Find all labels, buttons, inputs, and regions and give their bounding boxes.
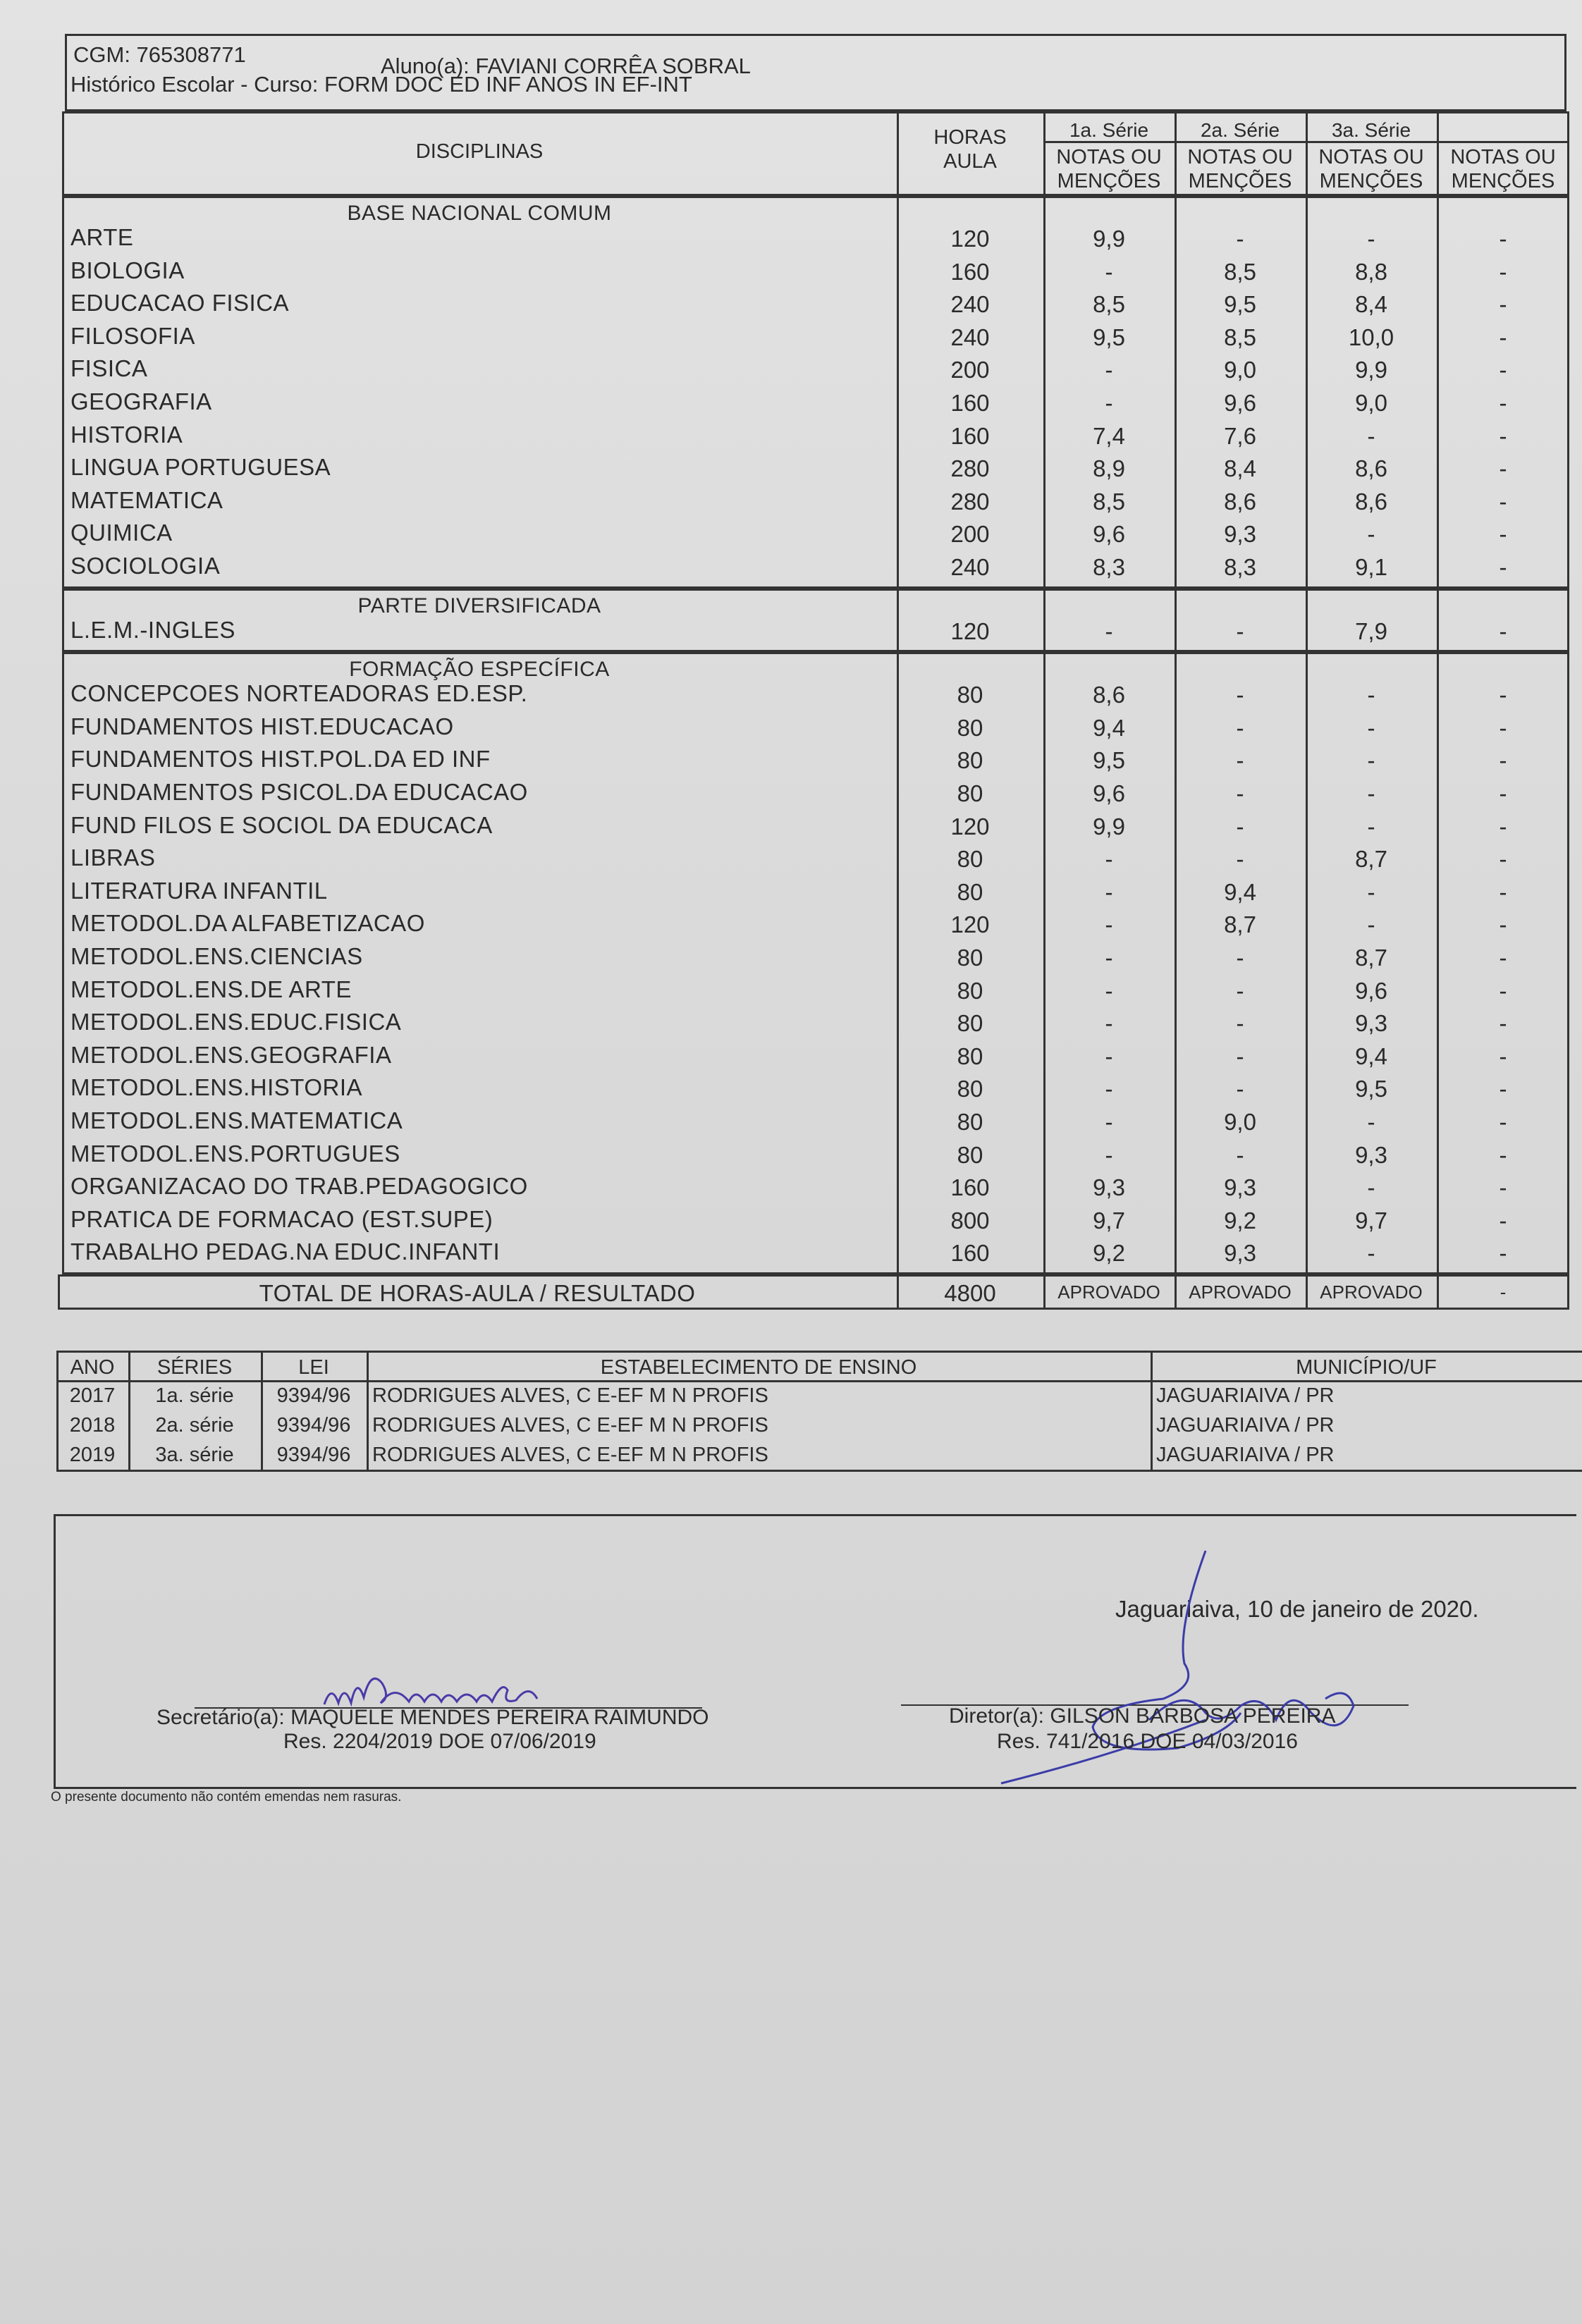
grade-cell: - [1236,682,1244,708]
section-col-divider [1437,589,1439,653]
hours-cell: 80 [957,1076,983,1102]
hours-cell: 240 [950,291,990,318]
grade-cell: - [1236,945,1244,971]
notas-header-line1: NOTAS OU [1450,146,1556,168]
hours-cell: 80 [957,780,983,806]
grade-cell: 9,5 [1093,747,1125,774]
section-col-divider [1043,652,1046,1274]
grade-cell: - [1236,714,1244,741]
total-hours: 4800 [944,1280,996,1306]
subject-name: METODOL.ENS.CIENCIAS [70,943,363,969]
hours-cell: 160 [950,422,990,449]
grade-cell: - [1236,1076,1244,1102]
section-title-formacao: FORMAÇÃO ESPECÍFICA [349,658,610,682]
student-name: Aluno(a): FAVIANI CORRÊA SOBRAL [381,54,751,78]
notas-header-line2: MENÇÕES [1451,170,1555,192]
section-col-divider [1306,196,1308,589]
section-box-parte [62,589,1569,653]
grade-cell: - [1499,1076,1507,1102]
hours-cell: 160 [950,390,990,416]
school-year: 2018 [69,1414,116,1437]
grade-cell: - [1499,1207,1507,1234]
col-horas-header-line1: HORAS [933,126,1007,149]
series-header: 2a. Série [1200,119,1280,141]
grade-cell: 8,3 [1224,554,1256,580]
grade-cell: - [1236,1010,1244,1037]
subject-name: QUIMICA [70,519,173,546]
subject-name: FUNDAMENTOS PSICOL.DA EDUCACAO [70,779,528,805]
section-col-divider [1306,589,1308,653]
grade-cell: 8,4 [1355,291,1387,318]
grade-cell: - [1367,780,1375,806]
section-col-divider [1437,196,1439,589]
subject-name: FUND FILOS E SOCIOL DA EDUCACA [70,811,493,838]
grade-cell: - [1499,357,1507,383]
header-col-divider [1437,111,1439,196]
subject-name: ORGANIZACAO DO TRAB.PEDAGOGICO [70,1173,528,1200]
subject-name: METODOL.ENS.GEOGRAFIA [70,1041,392,1068]
notas-header-line2: MENÇÕES [1188,170,1292,192]
section-col-divider [897,196,899,589]
subject-name: HISTORIA [70,421,183,448]
grade-cell: - [1367,878,1375,905]
grade-cell: 8,7 [1355,945,1387,971]
school-name: RODRIGUES ALVES, C E-EF M N PROFIS [372,1384,768,1407]
grade-cell: - [1499,1240,1507,1267]
grade-cell: - [1499,258,1507,285]
school-header-divider [56,1380,1582,1382]
subject-name: METODOL.ENS.EDUC.FISICA [70,1009,402,1035]
grade-cell: - [1105,1010,1113,1037]
grade-cell: - [1367,422,1375,449]
grade-cell: - [1105,1141,1113,1168]
subject-name: FISICA [70,355,148,382]
grade-cell: - [1105,258,1113,285]
subject-name: METODOL.ENS.MATEMATICA [70,1107,403,1133]
grade-cell: - [1105,911,1113,938]
grade-cell: 8,7 [1224,911,1256,938]
grade-cell: - [1499,554,1507,580]
grade-cell: - [1499,945,1507,971]
subject-name: LINGUA PORTUGUESA [70,454,331,481]
grade-cell: 9,6 [1355,977,1387,1004]
hours-cell: 80 [957,1109,983,1135]
grade-cell: - [1499,1141,1507,1168]
school-header-municipio: MUNICÍPIO/UF [1296,1356,1437,1379]
school-law: 9394/96 [276,1384,351,1407]
hours-cell: 120 [950,617,990,644]
school-city: JAGUARIAIVA / PR [1156,1444,1335,1466]
section-col-divider [1175,589,1177,653]
series-header: 3a. Série [1331,119,1411,141]
grade-cell: 8,6 [1355,488,1387,515]
grade-cell: - [1499,780,1507,806]
grade-cell: 8,5 [1093,488,1125,515]
subject-name: METODOL.ENS.DE ARTE [70,976,352,1002]
director-resolution: Res. 741/2016 DOE 04/03/2016 [997,1730,1298,1753]
subject-name: METODOL.ENS.PORTUGUES [70,1140,400,1167]
notas-header-line1: NOTAS OU [1318,146,1424,168]
subject-name: PRATICA DE FORMACAO (EST.SUPE) [70,1205,493,1232]
section-col-divider [1175,652,1177,1274]
grade-cell: - [1367,1109,1375,1135]
grade-cell: - [1499,422,1507,449]
director-name: Diretor(a): GILSON BARBOSA PEREIRA [949,1704,1336,1728]
subject-name: METODOL.DA ALFABETIZACAO [70,910,425,937]
grade-cell: - [1499,747,1507,774]
hours-cell: 240 [950,324,990,350]
grade-cell: - [1105,878,1113,905]
footnote: O presente documento não contém emendas nem rasuras. [51,1790,402,1805]
school-header-lei: LEI [298,1356,329,1379]
subject-name: SOCIOLOGIA [70,553,221,579]
grade-cell: 9,3 [1224,1174,1256,1201]
grade-cell: - [1499,617,1507,644]
hours-cell: 800 [950,1207,990,1234]
subject-name: TRABALHO PEDAG.NA EDUC.INFANTI [70,1238,501,1265]
subject-name: CONCEPCOES NORTEADORAS ED.ESP. [70,680,528,707]
subject-name: L.E.M.-INGLES [70,616,235,643]
grade-cell: 8,5 [1224,258,1256,285]
hours-cell: 80 [957,714,983,741]
result-cell: - [1500,1281,1507,1303]
notas-header-line1: NOTAS OU [1187,146,1293,168]
header-col-divider [1306,111,1308,196]
grade-cell: 9,6 [1224,390,1256,416]
grade-cell: - [1499,226,1507,252]
school-name: RODRIGUES ALVES, C E-EF M N PROFIS [372,1444,768,1466]
grade-cell: - [1367,226,1375,252]
section-col-divider [1043,589,1046,653]
col-disciplinas-header: DISCIPLINAS [415,140,544,163]
school-header-ano: ANO [70,1356,115,1379]
notas-header-line2: MENÇÕES [1319,170,1423,192]
grade-cell: 8,4 [1224,455,1256,482]
grade-cell: - [1105,977,1113,1004]
header-col-divider [897,111,899,196]
grade-cell: - [1236,226,1244,252]
hours-cell: 80 [957,682,983,708]
hours-cell: 160 [950,1174,990,1201]
grade-cell: 9,0 [1355,390,1387,416]
subject-name: FUNDAMENTOS HIST.POL.DA ED INF [70,746,491,773]
subject-name: GEOGRAFIA [70,388,212,414]
grade-cell: - [1499,1109,1507,1135]
grade-cell: - [1236,1043,1244,1069]
grade-cell: - [1105,617,1113,644]
result-cell: APROVADO [1320,1281,1423,1303]
grade-cell: 8,8 [1355,258,1387,285]
grade-cell: - [1236,846,1244,873]
grade-cell: 9,3 [1224,521,1256,548]
grade-cell: 8,7 [1355,846,1387,873]
hours-cell: 120 [950,226,990,252]
notas-header-line2: MENÇÕES [1057,170,1161,192]
grade-cell: 9,1 [1355,554,1387,580]
secretary-resolution: Res. 2204/2019 DOE 07/06/2019 [283,1730,596,1753]
grade-cell: 9,3 [1355,1141,1387,1168]
hours-cell: 120 [950,813,990,840]
grade-cell: - [1499,291,1507,318]
grade-cell: - [1367,521,1375,548]
subject-name: ARTE [70,224,134,250]
grade-cell: 8,5 [1093,291,1125,318]
subject-name: FUNDAMENTOS HIST.EDUCACAO [70,713,454,739]
grade-cell: - [1105,390,1113,416]
grade-cell: - [1236,617,1244,644]
grade-cell: 9,0 [1224,1109,1256,1135]
hours-cell: 240 [950,554,990,580]
grade-cell: 10,0 [1348,324,1394,350]
section-col-divider [1175,196,1177,589]
school-year: 2017 [69,1384,116,1407]
col-horas-header-line2: AULA [943,150,997,173]
section-box-formacao [62,652,1569,1274]
series-header: 1a. Série [1069,119,1149,141]
notas-header-line1: NOTAS OU [1056,146,1162,168]
grade-cell: - [1499,911,1507,938]
hours-cell: 200 [950,357,990,383]
grade-cell: 8,3 [1093,554,1125,580]
grade-cell: - [1499,977,1507,1004]
grade-cell: - [1499,846,1507,873]
grade-cell: - [1499,878,1507,905]
grade-cell: - [1499,682,1507,708]
grade-cell: - [1367,747,1375,774]
grade-cell: 9,2 [1224,1207,1256,1234]
header-col-divider [1175,111,1177,196]
subject-name: EDUCACAO FISICA [70,290,290,316]
grade-cell: 9,5 [1224,291,1256,318]
school-law: 9394/96 [276,1444,351,1466]
hours-cell: 120 [950,911,990,938]
grade-cell: 9,5 [1093,324,1125,350]
grade-cell: - [1367,1240,1375,1267]
total-label: TOTAL DE HORAS-AULA / RESULTADO [259,1280,696,1306]
school-header-estab: ESTABELECIMENTO DE ENSINO [600,1356,917,1379]
grade-cell: - [1499,813,1507,840]
grade-cell: - [1499,1174,1507,1201]
section-col-divider [1043,196,1046,589]
hours-cell: 80 [957,846,983,873]
hours-cell: 200 [950,521,990,548]
grade-cell: - [1105,1076,1113,1102]
grade-cell: - [1236,1141,1244,1168]
subject-name: FILOSOFIA [70,322,195,349]
grade-cell: - [1367,682,1375,708]
grade-cell: - [1105,945,1113,971]
grade-cell: 9,4 [1355,1043,1387,1069]
school-grade: 1a. série [155,1384,234,1407]
grade-cell: - [1236,780,1244,806]
grade-cell: 8,6 [1093,682,1125,708]
subject-name: BIOLOGIA [70,257,185,283]
section-title-parte: PARTE DIVERSIFICADA [357,594,601,617]
grade-cell: 9,6 [1093,521,1125,548]
grade-cell: 7,9 [1355,617,1387,644]
grade-cell: - [1367,813,1375,840]
school-grade: 2a. série [155,1414,234,1437]
hours-cell: 80 [957,1043,983,1069]
grade-cell: 8,9 [1093,455,1125,482]
grade-cell: 9,6 [1093,780,1125,806]
grade-cell: 9,5 [1355,1076,1387,1102]
subject-name: METODOL.ENS.HISTORIA [70,1074,363,1101]
grade-cell: - [1499,1043,1507,1069]
grade-cell: 8,5 [1224,324,1256,350]
grade-cell: - [1499,1010,1507,1037]
course-label: Histórico Escolar - Curso: FORM DOC ED INF ANOS IN EF-INT [70,72,692,97]
secretary-name: Secretário(a): MAQUELE MENDES PEREIRA RAIMUNDO [157,1706,709,1729]
grade-cell: 9,4 [1224,878,1256,905]
hours-cell: 80 [957,1010,983,1037]
grade-cell: 9,0 [1224,357,1256,383]
grade-cell: 9,4 [1093,714,1125,741]
grade-cell: - [1105,1109,1113,1135]
grade-cell: - [1499,488,1507,515]
grade-cell: - [1499,521,1507,548]
grade-cell: - [1236,813,1244,840]
grade-cell: - [1499,714,1507,741]
subject-name: MATEMATICA [70,486,223,513]
hours-cell: 80 [957,945,983,971]
grade-cell: 7,4 [1093,422,1125,449]
hours-cell: 80 [957,878,983,905]
section-col-divider [1437,652,1439,1274]
hours-cell: 280 [950,455,990,482]
grade-cell: 9,3 [1355,1010,1387,1037]
section-title-base: BASE NACIONAL COMUM [347,202,612,225]
grade-cell: - [1499,455,1507,482]
director-signature [973,1544,1368,1790]
place-date: Jaguariaiva, 10 de janeiro de 2020. [1115,1596,1479,1622]
subject-name: LIBRAS [70,844,156,871]
cgm-label: CGM: 765308771 [73,42,246,67]
section-col-divider [897,652,899,1274]
grade-cell: 9,7 [1093,1207,1125,1234]
school-law: 9394/96 [276,1414,351,1437]
grade-cell: - [1105,357,1113,383]
header-col-divider [1043,111,1046,196]
grade-cell: - [1499,390,1507,416]
grade-cell: 9,3 [1224,1240,1256,1267]
grade-cell: - [1236,977,1244,1004]
school-city: JAGUARIAIVA / PR [1156,1414,1335,1437]
hours-cell: 160 [950,1240,990,1267]
hours-cell: 280 [950,488,990,515]
hours-cell: 80 [957,747,983,774]
school-name: RODRIGUES ALVES, C E-EF M N PROFIS [372,1414,768,1437]
subject-name: LITERATURA INFANTIL [70,877,328,904]
hours-cell: 80 [957,977,983,1004]
section-col-divider [897,589,899,653]
school-grade: 3a. série [155,1444,234,1466]
grade-cell: - [1499,324,1507,350]
result-cell: APROVADO [1189,1281,1292,1303]
school-header-series: SÉRIES [157,1356,233,1379]
grade-cell: 8,6 [1355,455,1387,482]
section-box-base [62,196,1569,589]
grade-cell: - [1367,911,1375,938]
result-cell: APROVADO [1057,1281,1160,1303]
section-col-divider [1306,652,1308,1274]
hours-cell: 80 [957,1141,983,1168]
grade-cell: 8,6 [1224,488,1256,515]
grade-cell: - [1236,747,1244,774]
grade-cell: 9,9 [1093,226,1125,252]
grade-cell: 9,2 [1093,1240,1125,1267]
grade-cell: 7,6 [1224,422,1256,449]
grade-cell: 9,7 [1355,1207,1387,1234]
school-city: JAGUARIAIVA / PR [1156,1384,1335,1407]
grade-cell: - [1105,846,1113,873]
grade-cell: - [1367,714,1375,741]
hours-cell: 160 [950,258,990,285]
grade-cell: 9,9 [1355,357,1387,383]
grade-cell: - [1105,1043,1113,1069]
grade-cell: 9,9 [1093,813,1125,840]
school-year: 2019 [69,1444,116,1466]
grade-cell: 9,3 [1093,1174,1125,1201]
grade-cell: - [1367,1174,1375,1201]
